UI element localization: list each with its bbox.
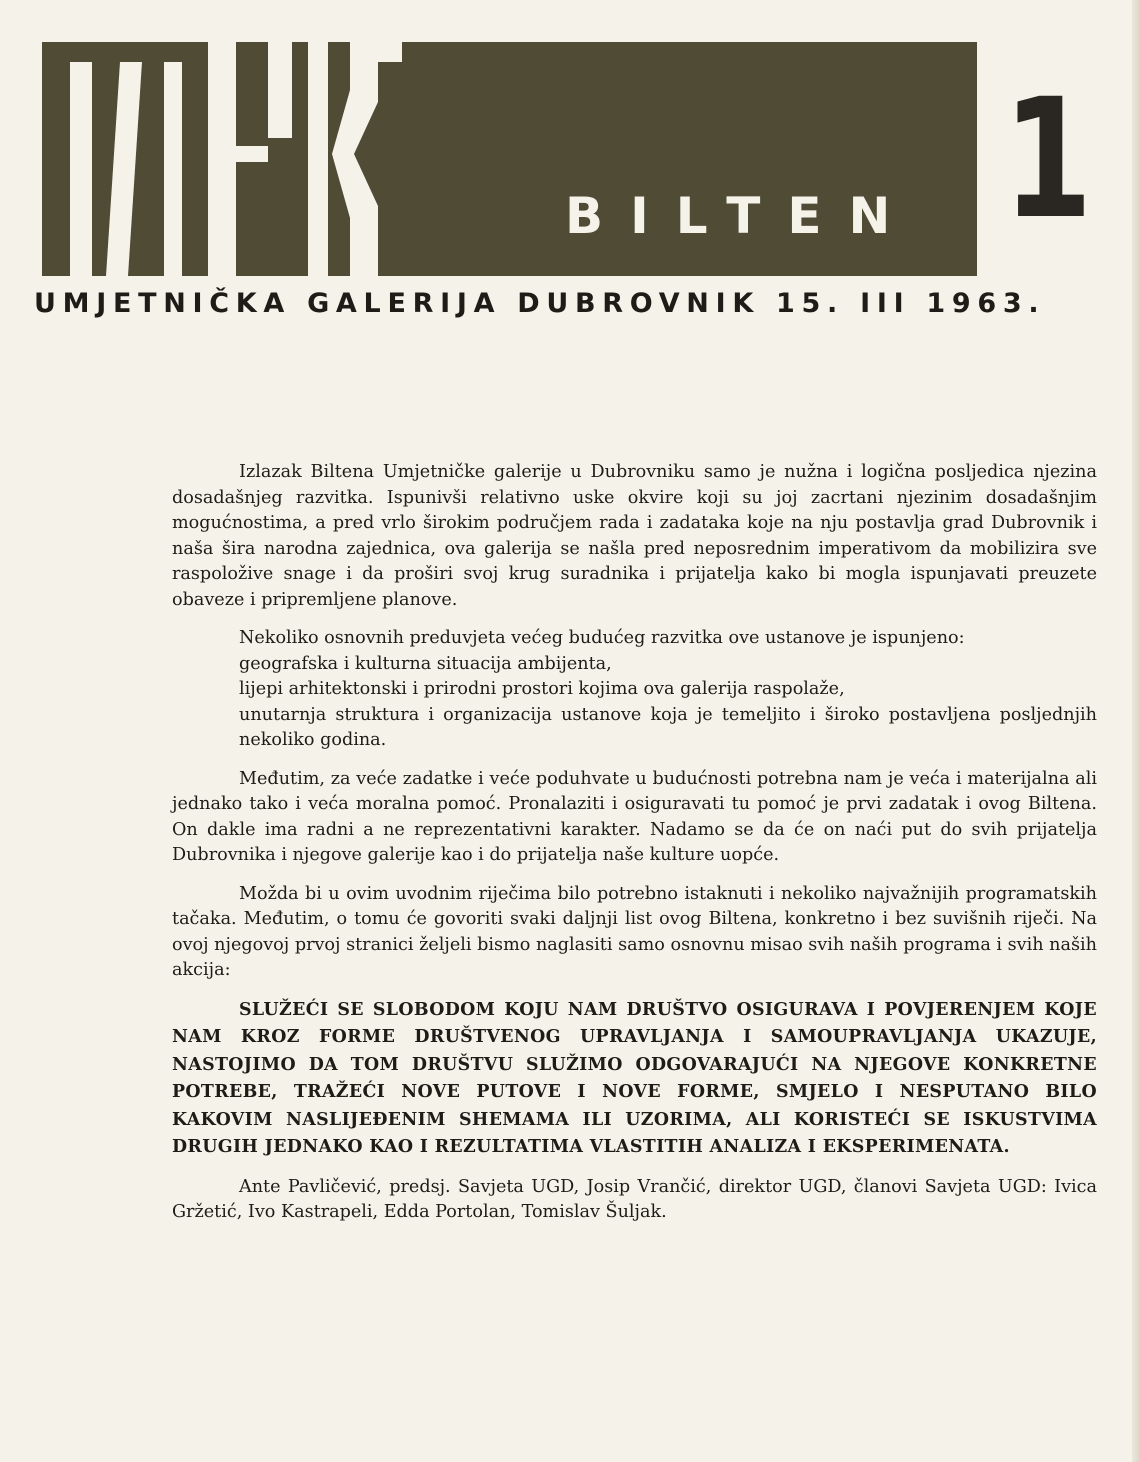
article-body: [172, 460, 1097, 1239]
paragraph-preconditions: [172, 626, 1097, 754]
manifesto: SLUŽEĆI SE SLOBODOM KOJU NAM DRUŠTVO OSIGURAVA I POVJERENJEM KOJE NAM KROZ FORME DRUŠTVENOG UPRAVLJANJA I SAMOUPRAVLJANJA UKAZUJE, NASTOJIMO DA TOM DRUŠTVU SLUŽIMO ODGOVARAJUĆI NA NJEGOVE KONKRETNE POTREBE, TRAŽEĆI NOVE PUTOVE I NOVE FORME, SMJELO I NESPUTANO BILO KAKOVIM NASLIJEĐENIM SHEMAMA ILI UZORIMA, ALI KORISTEĆI SE ISKUSTVIMA DRUGIH JEDNAKO KAO I REZULTATIMA VLASTITIH ANALIZA I EKSPERIMENATA.: [172, 999, 1097, 1157]
ugd-logo: [32, 42, 402, 276]
logo-g-top: [268, 42, 292, 138]
signatures: Ante Pavličević, predsj. Savjeta UGD, Josip Vrančić, direktor UGD, članovi Savjeta UGD: Ivica Gržetić, Ivo Kastrapeli, Edda Portolan, Tomislav Šuljak.: [172, 1176, 1097, 1222]
logo-g-bar: [236, 146, 268, 162]
logo-d-chevron: [332, 42, 402, 276]
list-item: geografska i kulturna situacija ambijenta,: [239, 653, 612, 674]
logo-g-stroke-2: [208, 42, 236, 276]
logo-u-stroke-1: [70, 62, 92, 276]
logo-u-stroke-2: [106, 62, 142, 276]
page-edge: [1132, 0, 1140, 1462]
paragraph-intro: Izlazak Biltena Umjetničke galerije u Dubrovniku samo je nužna i logična posljedica njezina dosadašnjeg razvitka. Ispunivši relativno uske okvire koji su joj zacrtani njezinim dosadašnjim mogućnostima, a pred vrlo širokim područjem rada i zadataka koje na nju postavlja grad Dubrovnik i naša šira narodna zajednica, ova galerija se našla pred neposrednim imperativom da mobilizira sve raspoložive snage i da proširi svoj krug suradnika i prijatelja kako bi mogla ispunjavati preuzete obaveze i pripremljene planove.: [172, 462, 1097, 610]
list-item: unutarnja struktura i organizacija ustanove koja je temeljito i široko postavljena posljednjih nekoliko godina.: [239, 704, 1097, 750]
preconditions-intro: Nekoliko osnovnih preduvjeta većeg budućeg razvitka ove ustanove je ispunjeno:: [239, 628, 965, 648]
logo-u-gap-left: [32, 42, 42, 276]
bilten-title: BILTEN: [565, 187, 918, 245]
paragraph-support: Međutim, za veće zadatke i veće poduhvate u budućnosti potrebna nam je veća i materijalna ali jednako tako i veća moralna pomoć. Pronalaziti i osiguravati tu pomoć je prvi zadatak i ovog Biltena. On dakle ima radni a ne reprezentativni karakter. Nadamo se da će on naći put do svih prijatelja Dubrovnika i njegove galerije kao i do prijatelja naše kulture uopće.: [172, 768, 1097, 865]
publication-subtitle: UMJETNIČKA GALERIJA DUBROVNIK 15. III 1963.: [34, 288, 1046, 319]
logo-d-stem: [308, 42, 328, 276]
list-item: lijepi arhitektonski i prirodni prostori kojima ova galerija raspolaže,: [239, 679, 845, 699]
paragraph-program: Možda bi u ovim uvodnim riječima bilo potrebno istaknuti i nekoliko najvažnijih programatskih tačaka. Međutim, o tomu će govoriti svaki daljnji list ovog Biltena, konkretno i bez suvišnih riječi. Na ovoj njegovoj prvoj stranici željeli bismo naglasiti samo osnovnu misao svih naših programa i svih naših akcija:: [172, 883, 1097, 980]
logo-g-stroke-1: [164, 62, 182, 276]
issue-number: 1: [1003, 63, 1093, 255]
